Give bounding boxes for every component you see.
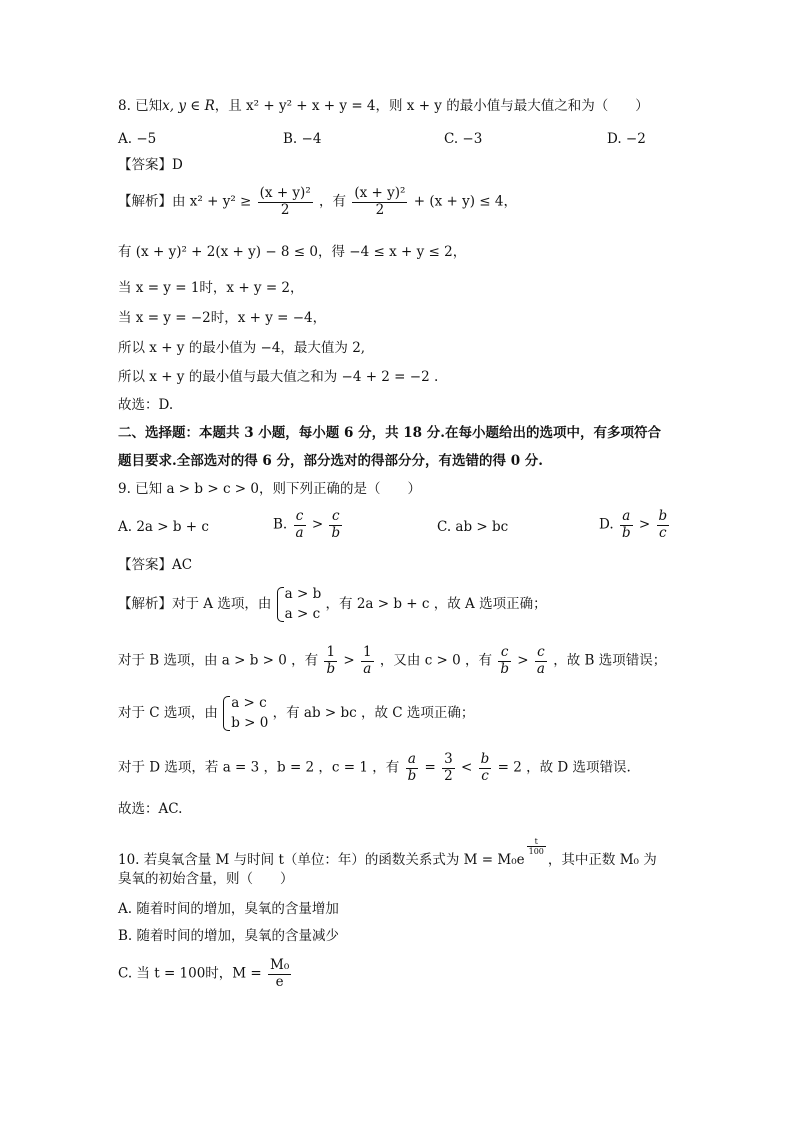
q10-stem-line2: 臭氧的初始含量，则（ ） <box>118 871 294 887</box>
fraction: $\frac{\text{M₀}}{e}$ <box>270 957 290 990</box>
q9-analysis-c: 对于 C 选项，由 a > c b > 0 ，有 ab > bc ，故 C 选项正确； <box>118 694 474 733</box>
q9-analysis-a: 【解析】对于 A 选项，由 a > b a > c ，有 2a > b + c ，故 A 选项正确； <box>118 585 547 624</box>
q9-stem: 9. 已知 a > b > c > 0，则下列正确的是（ ） <box>118 481 421 497</box>
q8-analysis-line6: 所以 x + y 的最小值与最大值之和为 −4 + 2 = −2 . <box>118 369 439 385</box>
q8-analysis-line1: 【解析】由 x² + y² ≥ $\frac{\text{(x + y)²}}{2}$ ，有 $\frac{\text{(x + y)²}}{2}$ + (x + y) ≤ 4， <box>118 185 517 218</box>
q10-option-b: B. 随着时间的增加，臭氧的含量减少 <box>118 928 340 944</box>
q10-stem: 10. 若臭氧含量 M 与时间 t（单位：年）的函数关系式为 M = M₀e $\frac{t}{100}$ ，其中正数 M₀ 为 <box>118 837 657 869</box>
q8-analysis-line4: 当 x = y = −2时，x + y = −4， <box>118 310 327 326</box>
q8-analysis-line7: 故选：D. <box>118 397 174 413</box>
section2-line2: 题目要求.全部选对的得 6 分，部分选对的得部分分，有选错的得 0 分. <box>118 453 543 469</box>
q9-option-b: B. $\frac{c}{a}$ > $\frac{c}{b}$ <box>273 508 341 541</box>
q9-answer: 【答案】AC <box>118 557 193 573</box>
q9-option-a: A. 2a > b + c <box>118 519 209 535</box>
q9-option-d: D. $\frac{a}{b}$ > $\frac{b}{c}$ <box>599 508 668 541</box>
q8-analysis-line3: 当 x = y = 1时，x + y = 2， <box>118 280 304 296</box>
q8-option-a: A. −5 <box>118 131 157 147</box>
q10-option-a: A. 随着时间的增加，臭氧的含量增加 <box>118 901 339 917</box>
q9-final: 故选：AC. <box>118 801 183 817</box>
q8-stem: 8. 已知x, y ∈ R，且 x² + y² + x + y = 4，则 x + y 的最小值与最大值之和为（ ） <box>118 98 649 114</box>
q10-option-c: C. 当 t = 100时，M = $\frac{\text{M₀}}{e}$ <box>118 957 290 990</box>
q9-option-c: C. ab > bc <box>437 519 509 535</box>
q8-answer: 【答案】D <box>118 157 183 173</box>
fraction: $\frac{\text{(x + y)²}}{2}$ <box>259 185 311 218</box>
q8-option-b: B. −4 <box>283 131 322 147</box>
q8-analysis-line5: 所以 x + y 的最小值为 −4，最大值为 2, <box>118 340 366 356</box>
section2-line1: 二、选择题：本题共 3 小题，每小题 6 分，共 18 分.在每小题给出的选项中，有多项符合 <box>118 425 661 441</box>
q8-option-c: C. −3 <box>444 131 483 147</box>
brace-system: a > b a > c <box>276 585 322 624</box>
q8-analysis-line2: 有 (x + y)² + 2(x + y) − 8 ≤ 0，得 −4 ≤ x + y ≤ 2， <box>118 244 467 260</box>
q8-option-d: D. −2 <box>607 131 646 147</box>
fraction: $\frac{\text{(x + y)²}}{2}$ <box>354 185 406 218</box>
q9-analysis-d: 对于 D 选项，若 a = 3 ，b = 2 ，c = 1 ，有 $\frac{a}{b}$ = $\frac{3}{2}$ < $\frac{b}{c}$ = 2 ，故 D 选项错误. <box>118 751 631 784</box>
brace-system: a > c b > 0 <box>222 694 268 733</box>
q9-analysis-b: 对于 B 选项，由 a > b > 0 ，有 $\frac{1}{b}$ > $\frac{1}{a}$ ，又由 c > 0 ，有 $\frac{c}{b}$ > $\frac{c}{a}$ ，故 B 选项错误； <box>118 644 667 677</box>
